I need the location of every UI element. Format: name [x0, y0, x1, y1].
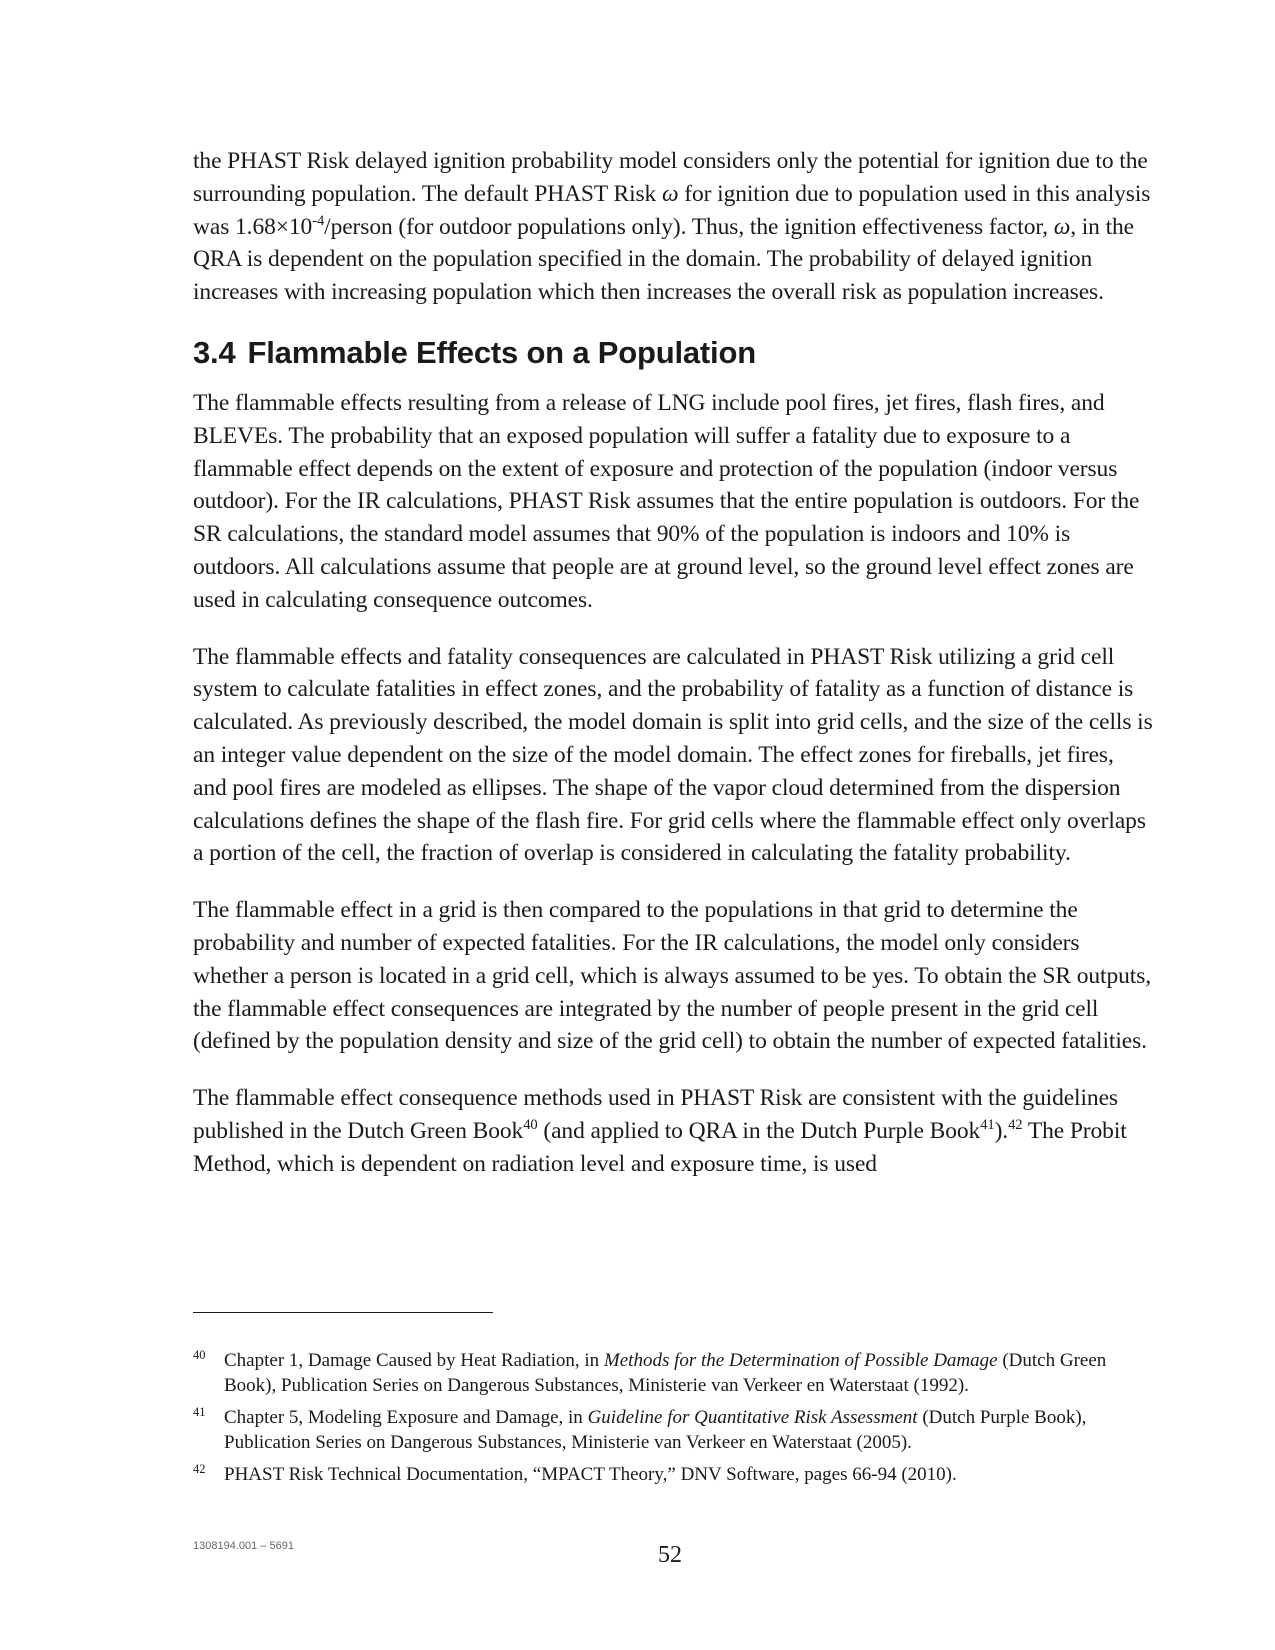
footnotes: [193, 1349, 1153, 1496]
footnote-ref-40[interactable]: 40: [523, 1117, 538, 1134]
footnote-ref-41[interactable]: 41: [980, 1117, 995, 1134]
footnote-ref-42[interactable]: 42: [1008, 1117, 1023, 1134]
section-number: 3.4: [193, 334, 236, 370]
document-id: 1308194.001 – 5691: [193, 1540, 294, 1552]
footnote-number: 41: [193, 1405, 206, 1419]
paragraph-grid-cells: The flammable effects and fatality consequences are calculated in PHAST Risk utilizing a grid cell system to calculate fatalities in effect zones, and the probability of fatality as a function of distance is calculated. As previously described, the model domain is split into grid cells, and the size of the cells is an integer value dependent on the size of the model domain. The effect zones for fireballs, jet fires, and pool fires are modeled as ellipses. The shape of the vapor cloud determined from the dispersion calculations defines the shape of the flash fire. For grid cells where the flammable effect only overlaps a portion of the cell, the fraction of overlap is considered in calculating the fatality probability.: [193, 643, 1153, 867]
footnote-number: 42: [193, 1462, 206, 1476]
footnote-title: Guideline for Quantitative Risk Assessment: [587, 1407, 918, 1428]
section-title: Flammable Effects on a Population: [247, 334, 756, 370]
page-body: [193, 145, 1153, 1205]
exponent: -4: [312, 212, 325, 229]
section-heading: [193, 333, 1153, 373]
footnote-40: 40 Chapter 1, Damage Caused by Heat Radiation, in Methods for the Determination of Possible Damage (Dutch Green Book), Publication Series on Dangerous Substances, Ministerie van Verkeer en Waterstaat (1992).: [193, 1349, 1153, 1398]
footnote-number: 40: [193, 1348, 206, 1362]
omega-symbol: ω: [661, 180, 679, 207]
paragraph-expected-fatalities: The flammable effect in a grid is then compared to the populations in that grid to determine the probability and number of expected fatalities. For the IR calculations, the model only considers whether a person is located in a grid cell, which is always assumed to be yes. To obtain the SR outputs, the flammable effect consequences are integrated by the number of people present in the grid cell (defined by the population density and size of the grid cell) to obtain the number of expected fatalities.: [193, 897, 1152, 1055]
paragraph-consequence-methods: The flammable effect consequence methods used in PHAST Risk are consistent with the guidelines published in the Dutch Green Book$^{40}$ (and applied to QRA in the Dutch Purple Book$^{41}$).$^{42}$ The Probit Method, which is dependent on radiation level and exposure time, is used: [193, 1085, 1127, 1177]
footnote-divider: [193, 1312, 493, 1313]
footnote-41: 41 Chapter 5, Modeling Exposure and Damage, in Guideline for Quantitative Risk Assessment (Dutch Purple Book), Publication Series on Dangerous Substances, Ministerie van Verkeer en Waterstaat (2005).: [193, 1406, 1153, 1455]
footnote-42: 42 PHAST Risk Technical Documentation, “MPACT Theory,” DNV Software, pages 66-94 (2010).: [193, 1463, 1153, 1488]
omega-symbol: ω: [1053, 213, 1071, 240]
paragraph-delayed-ignition: the PHAST Risk delayed ignition probability model considers only the potential for ignition due to the surrounding population. The default PHAST Risk ω for ignition due to population used in this analysis was $1.68\times 10^{-4}$/person (for outdoor populations only). Thus, the ignition effectiveness factor, ω, in the QRA is dependent on the population specified in the domain. The probability of delayed ignition increases with increasing population which then increases the overall risk as population increases.: [193, 148, 1151, 306]
paragraph-flammable-effects: The flammable effects resulting from a release of LNG include pool fires, jet fires, flash fires, and BLEVEs. The probability that an exposed population will suffer a fatality due to exposure to a flammable effect depends on the extent of exposure and protection of the population (indoor versus outdoor). For the IR calculations, PHAST Risk assumes that the entire population is outdoors. For the SR calculations, the standard model assumes that 90% of the population is indoors and 10% is outdoors. All calculations assume that people are at ground level, so the ground level effect zones are used in calculating consequence outcomes.: [193, 389, 1140, 613]
footnote-title: Methods for the Determination of Possible Damage: [603, 1350, 998, 1371]
page-number: 52: [658, 1542, 682, 1568]
